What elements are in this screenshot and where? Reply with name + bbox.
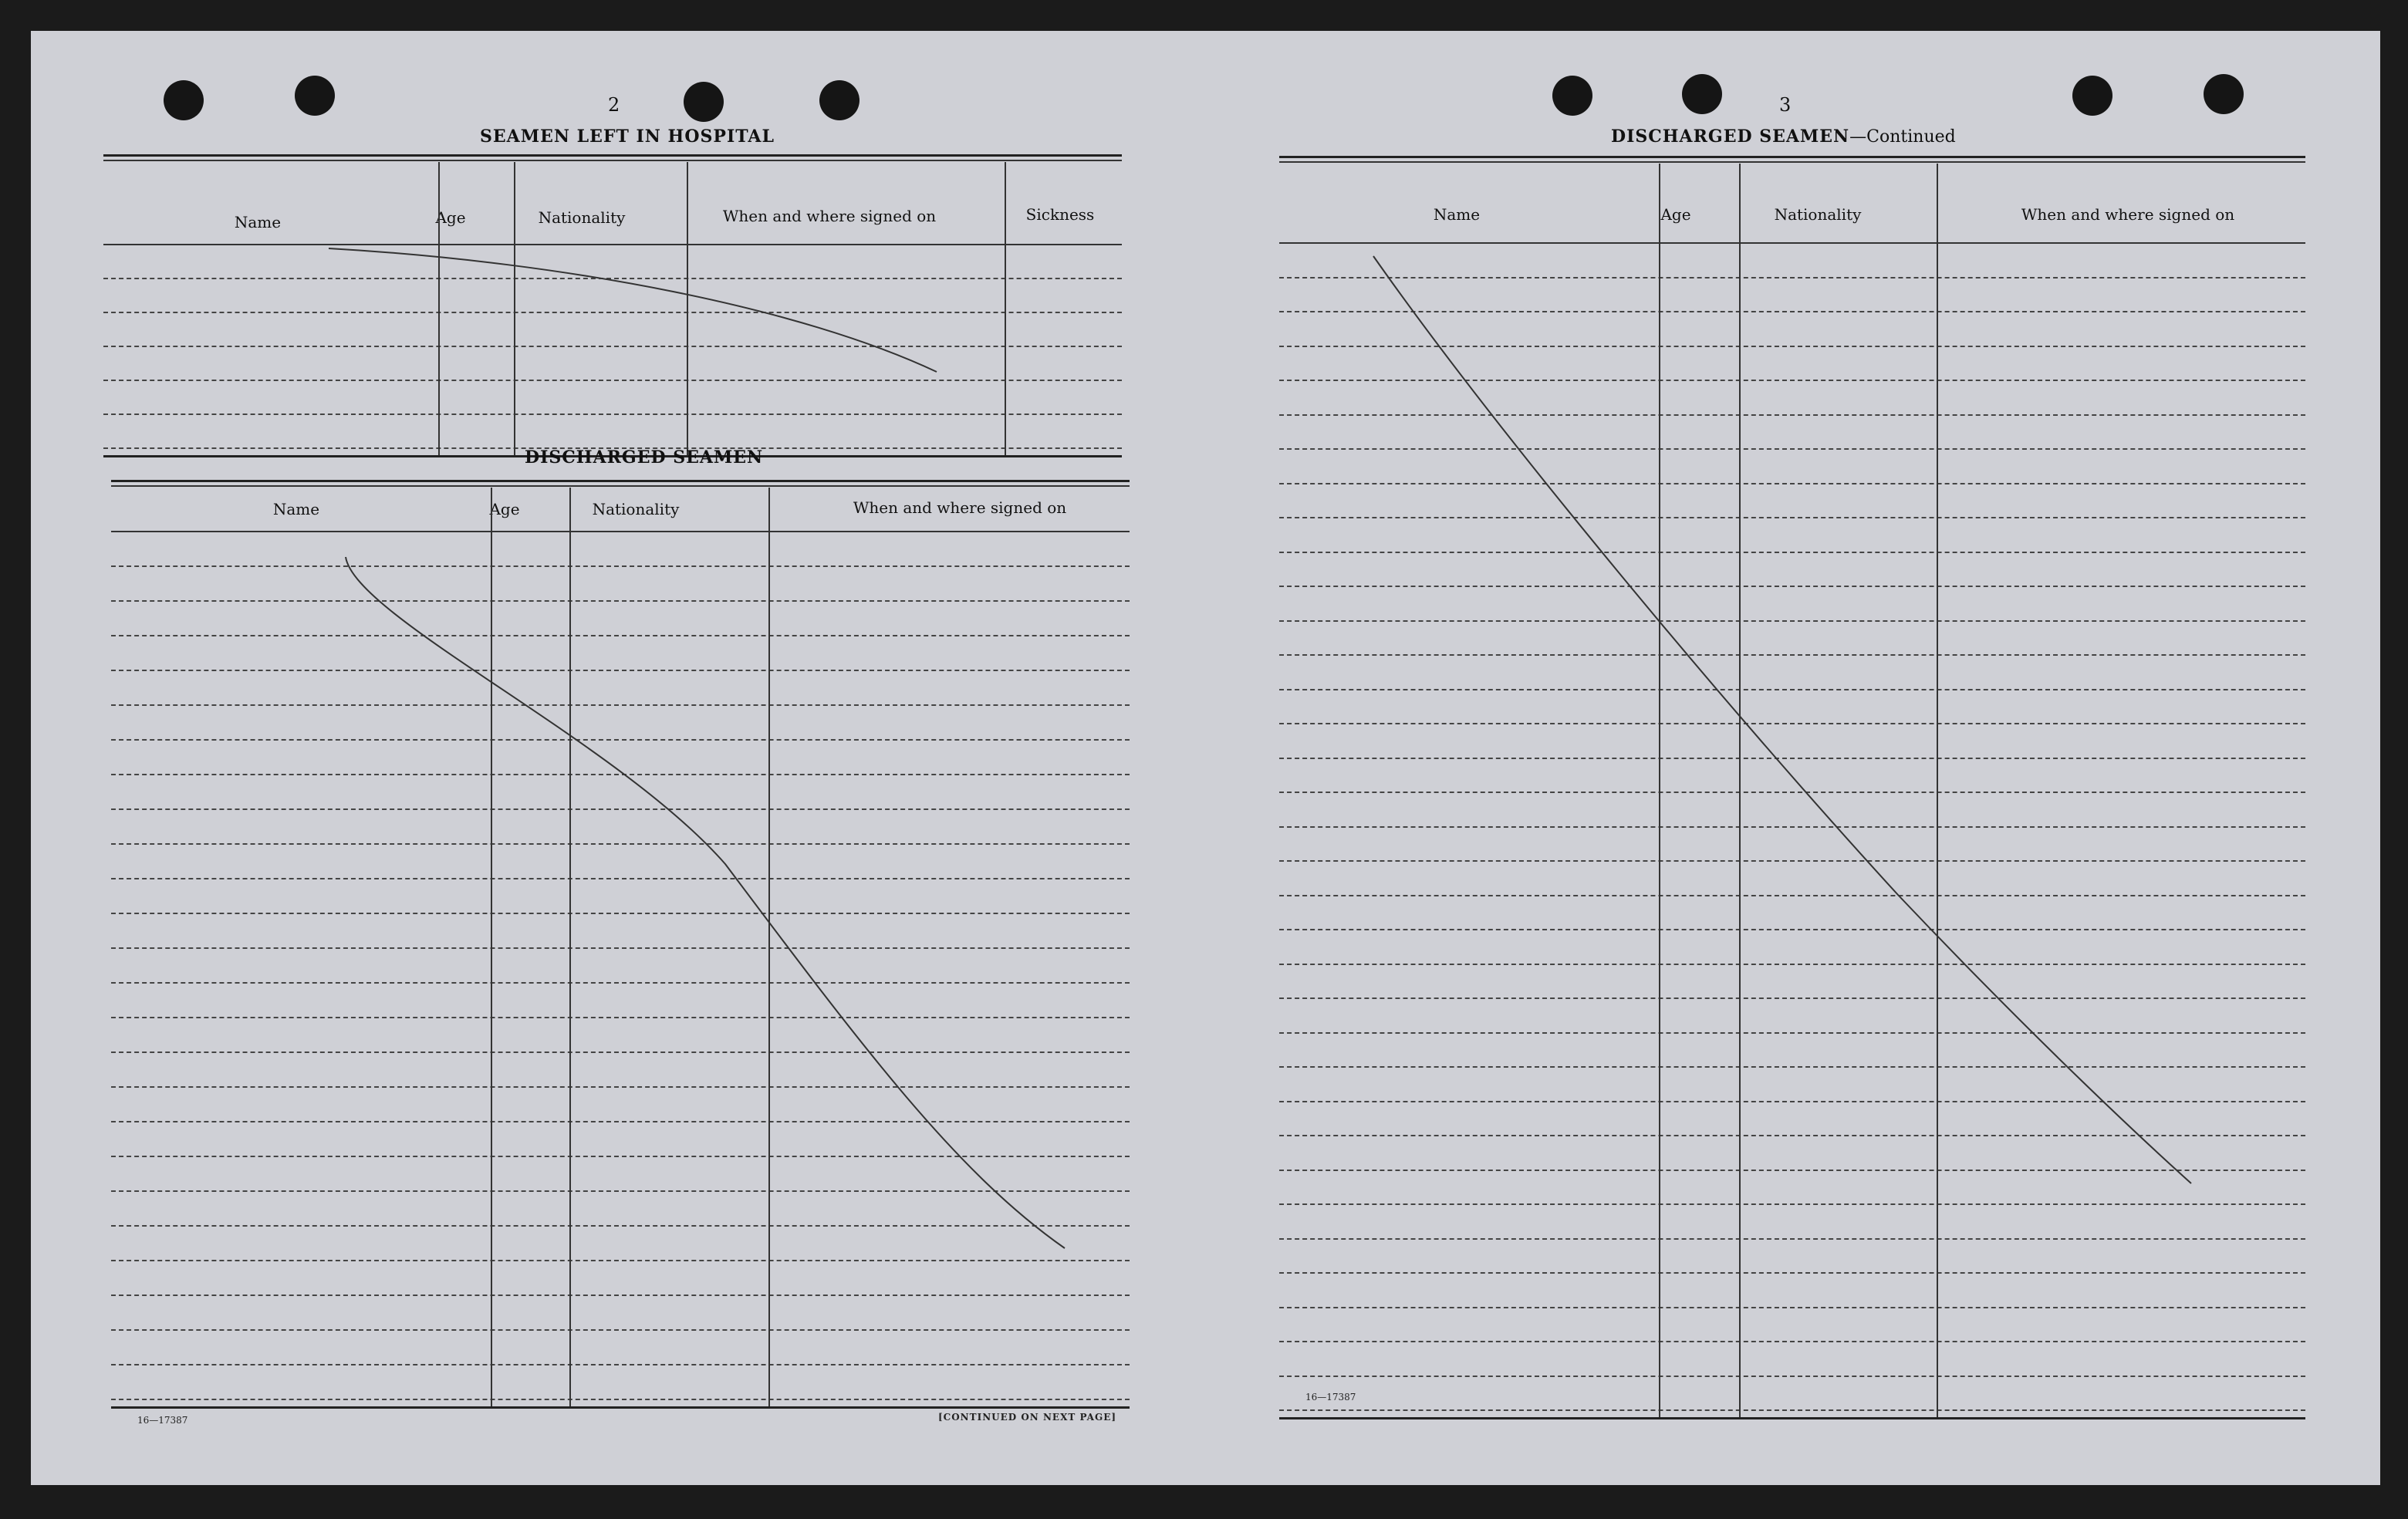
column-header-when-where: When and where signed on (2021, 205, 2235, 224)
table-row (1279, 1238, 2305, 1240)
column-divider (1005, 162, 1006, 455)
table-row (1279, 1135, 2305, 1136)
column-divider (491, 488, 492, 1406)
table-row (1279, 860, 2305, 862)
table-row (111, 670, 1130, 671)
column-header-when-where: When and where signed on (853, 498, 1067, 517)
column-header-nationality: Nationality (538, 208, 626, 227)
punch-hole (1682, 74, 1722, 114)
column-header-name: Name (272, 500, 320, 518)
table-row (111, 1190, 1130, 1192)
table-bottom-rule (1279, 1417, 2305, 1419)
discharged-table-title-right (1611, 127, 1956, 147)
table-row (103, 346, 1122, 347)
table-row (1279, 792, 2305, 793)
table-row (103, 414, 1122, 415)
table-row (111, 1260, 1130, 1261)
column-header-age: Age (1660, 205, 1691, 224)
discharged-table-title-left: DISCHARGED SEAMEN (525, 447, 764, 468)
table-row (111, 1086, 1130, 1088)
continued-suffix: —Continued (1849, 127, 1956, 147)
table-row (1279, 517, 2305, 518)
column-divider (569, 488, 571, 1406)
table-row (111, 565, 1130, 567)
table-row (111, 1329, 1130, 1331)
table-bottom-rule (111, 1406, 1130, 1409)
column-divider (1659, 164, 1660, 1417)
table-row (1279, 448, 2305, 450)
table-row (111, 947, 1130, 949)
table-row (111, 878, 1130, 879)
table-row (1279, 826, 2305, 828)
table-row (1279, 1341, 2305, 1342)
column-header-sickness: Sickness (1025, 205, 1095, 224)
table-row (1279, 1032, 2305, 1034)
table-row (1279, 723, 2305, 724)
table-row (1279, 1101, 2305, 1102)
discharged-seamen-table-left (111, 480, 1130, 1436)
table-row (1279, 552, 2305, 553)
header-rule (111, 531, 1130, 532)
header-rule (103, 244, 1122, 245)
table-row (111, 1399, 1130, 1400)
table-row (1279, 1272, 2305, 1274)
table-row (1279, 1409, 2305, 1411)
column-divider (438, 162, 440, 455)
table-row (111, 1364, 1130, 1365)
table-row (1279, 346, 2305, 347)
form-number-right: 16—17387 (1305, 1392, 1356, 1403)
discharged-seamen-table-right (1279, 156, 2305, 1421)
table-row (1279, 311, 2305, 312)
table-row (111, 774, 1130, 775)
table-row (111, 1121, 1130, 1122)
table-row (111, 913, 1130, 914)
header-rule (1279, 242, 2305, 244)
column-divider (768, 488, 770, 1406)
table-row (1279, 1203, 2305, 1205)
hospital-table (103, 154, 1122, 463)
table-row (1279, 997, 2305, 999)
table-row (1279, 689, 2305, 690)
column-header-age: Age (435, 208, 466, 227)
table-row (111, 1017, 1130, 1018)
table-row (1279, 483, 2305, 484)
column-header-when-where: When and where signed on (722, 207, 937, 225)
table-row (1279, 277, 2305, 278)
table-row (111, 1051, 1130, 1053)
table-row (1279, 620, 2305, 622)
column-divider (1739, 164, 1741, 1417)
table-row (111, 739, 1130, 741)
table-row (1279, 1307, 2305, 1308)
column-header-nationality: Nationality (592, 500, 680, 518)
table-row (111, 1156, 1130, 1157)
table-row (111, 635, 1130, 636)
table-row (1279, 1170, 2305, 1171)
page-number-left: 2 (608, 94, 620, 116)
table-row (111, 704, 1130, 706)
punch-hole (1552, 76, 1592, 116)
table-row (111, 982, 1130, 984)
column-header-nationality: Nationality (1774, 205, 1862, 224)
table-row (111, 1225, 1130, 1227)
punch-hole (2204, 74, 2244, 114)
column-header-name: Name (1433, 205, 1481, 224)
punch-hole (164, 80, 204, 120)
table-row (1279, 895, 2305, 896)
column-header-name: Name (234, 213, 282, 231)
table-row (1279, 964, 2305, 965)
hospital-table-title: SEAMEN LEFT IN HOSPITAL (480, 127, 775, 147)
form-number-left: 16—17387 (137, 1415, 188, 1426)
continued-note: [CONTINUED ON NEXT PAGE] (938, 1412, 1117, 1423)
table-row (111, 808, 1130, 810)
column-divider (687, 162, 688, 455)
column-header-age: Age (489, 500, 520, 518)
column-divider (1937, 164, 1938, 1417)
table-row (1279, 929, 2305, 930)
table-row (111, 600, 1130, 602)
table-row (103, 278, 1122, 279)
document-paper (31, 31, 2380, 1485)
punch-hole (295, 76, 335, 116)
table-row (1279, 380, 2305, 381)
table-row (103, 380, 1122, 381)
table-row (111, 1295, 1130, 1296)
punch-hole (819, 80, 860, 120)
table-row (1279, 414, 2305, 416)
table-row (103, 312, 1122, 313)
page-number-right: 3 (1779, 94, 1792, 116)
punch-hole (2072, 76, 2112, 116)
column-divider (514, 162, 515, 455)
table-row (1279, 1066, 2305, 1068)
punch-hole (684, 82, 724, 122)
table-row (1279, 654, 2305, 656)
table-row (1279, 758, 2305, 759)
table-row (1279, 1376, 2305, 1377)
table-row (1279, 586, 2305, 587)
table-row (111, 843, 1130, 845)
discharged-title-text: DISCHARGED SEAMEN (1611, 127, 1850, 147)
